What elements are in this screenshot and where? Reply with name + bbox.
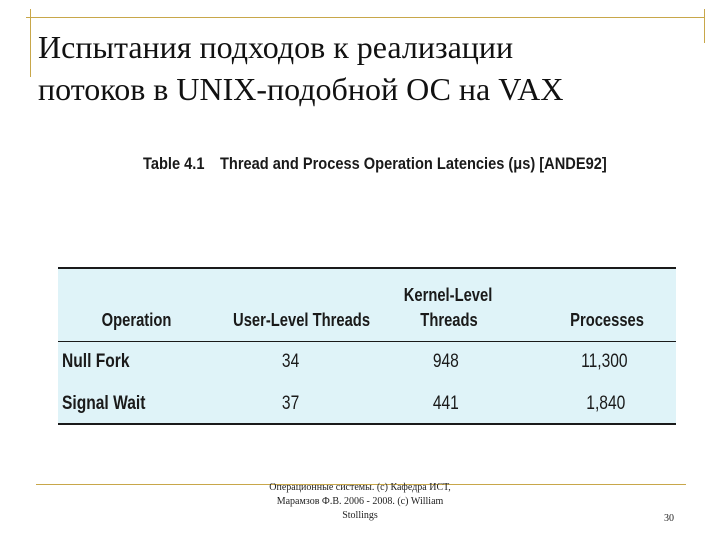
footer-credits (240, 481, 480, 523)
table-caption-number: Table 4.1 (143, 154, 205, 173)
frame-line-top (26, 17, 704, 18)
slide-title-line-2: потоков в UNIX-подобной ОС на VAX (38, 71, 564, 107)
table-header-rule (58, 341, 676, 342)
frame-line-left (30, 9, 31, 77)
header-user-level-threads: User-Level Threads (233, 310, 371, 330)
header-operation: Operation (101, 310, 172, 330)
cell-signal-wait-user-level: 37 (281, 393, 300, 414)
frame-line-right (704, 9, 705, 43)
slide-title (38, 26, 698, 110)
header-kernel-level-line-2: Threads (420, 310, 478, 330)
cell-null-fork-processes: 11,300 (581, 351, 628, 372)
cell-signal-wait-kernel-level: 441 (432, 393, 459, 414)
row-operation-null-fork: Null Fork (62, 351, 130, 372)
footer-credits-line-2: Марамзов Ф.В. 2006 - 2008. (c) William (276, 496, 444, 507)
footer-credits-line-1: Операционные системы. (c) Кафедра ИСТ, (269, 482, 451, 493)
table-caption-text: Thread and Process Operation Latencies (μs) [ANDE92] (219, 154, 607, 173)
cell-signal-wait-processes: 1,840 (586, 393, 626, 414)
header-kernel-level-line-1: Kernel-Level (403, 285, 493, 305)
page-number: 30 (664, 513, 674, 524)
cell-null-fork-user-level: 34 (281, 351, 300, 372)
row-operation-signal-wait: Signal Wait (62, 393, 146, 414)
table-caption (143, 154, 607, 174)
header-processes: Processes (570, 310, 644, 330)
latency-table (58, 267, 676, 425)
cell-null-fork-kernel-level: 948 (432, 351, 459, 372)
footer-credits-line-3: Stollings (342, 510, 378, 521)
slide-title-line-1: Испытания подходов к реализации (38, 29, 514, 65)
